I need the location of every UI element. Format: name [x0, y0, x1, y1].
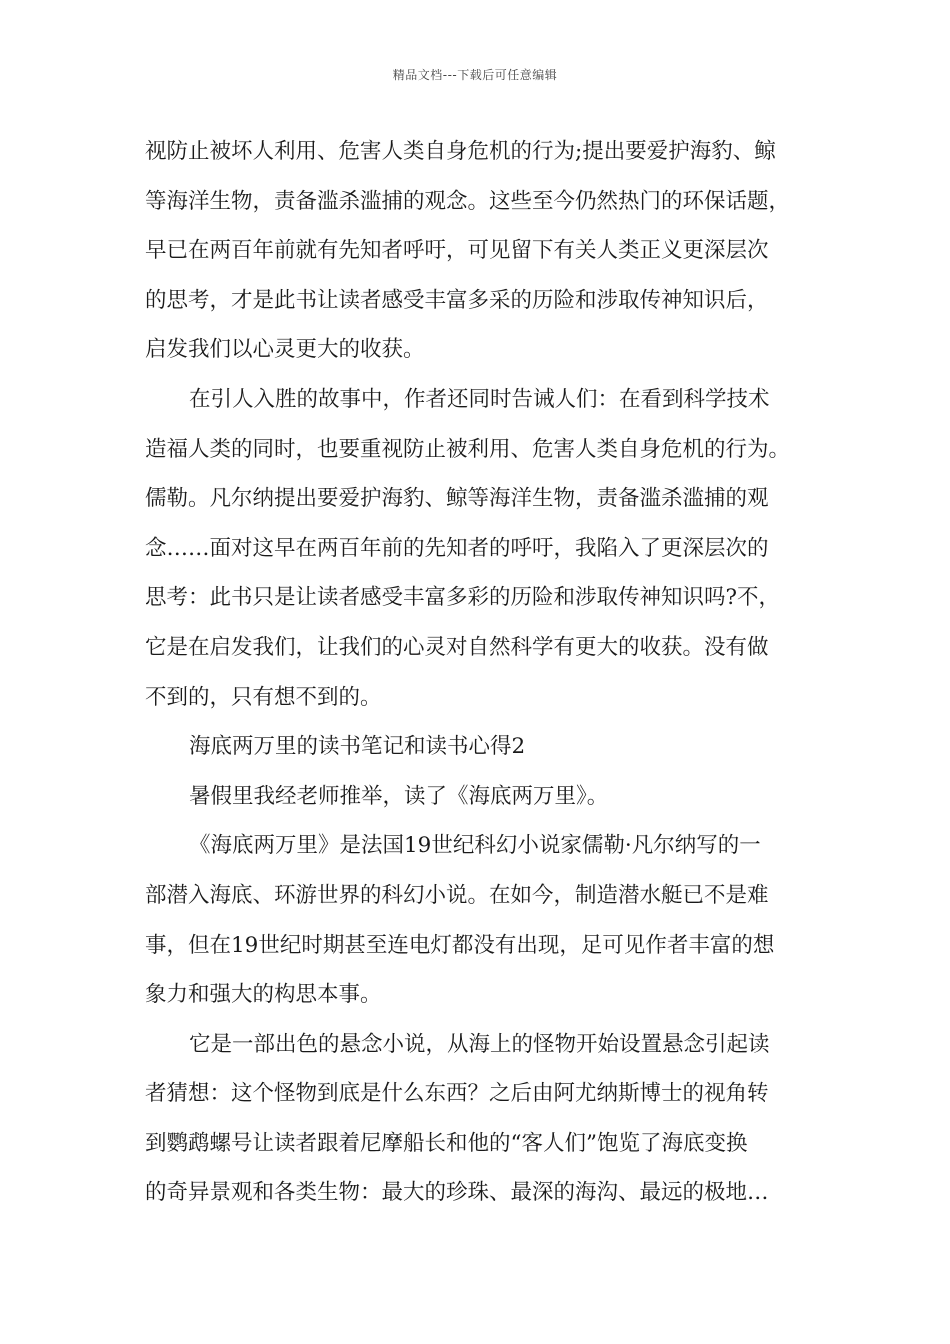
document-body — [145, 127, 825, 1218]
text-line: 暑假里我经老师推举，读了《海底两万里》。 — [189, 783, 609, 809]
text-line: 等海洋生物，责备滥杀滥捕的观念。这些至今仍然热门的环保话题， — [145, 188, 791, 214]
text-line: 在引人入胜的故事中，作者还同时告诫人们：在看到科学技术 — [189, 386, 770, 412]
text-line: 海底两万里的读书笔记和读书心得2 — [189, 734, 526, 760]
page-header: 精品文档---下载后可任意编辑 — [392, 68, 558, 82]
text-line: 事，但在19世纪时期甚至连电灯都没有出现，足可见作者丰富的想 — [145, 932, 775, 958]
text-line: 不到的，只有想不到的。 — [145, 684, 382, 710]
text-line: 者猜想：这个怪物到底是什么东西？之后由阿尤纳斯博士的视角转 — [145, 1081, 769, 1107]
text-line: 早已在两百年前就有先知者呼吁，可见留下有关人类正义更深层次 — [145, 238, 769, 264]
text-line: 的思考，才是此书让读者感受丰富多采的历险和涉取传神知识后， — [145, 287, 769, 313]
text-line: 念……面对这早在两百年前的先知者的呼吁，我陷入了更深层次的 — [145, 535, 769, 561]
text-line: 视防止被坏人利用、危害人类自身危机的行为;提出要爱护海豹、鲸 — [145, 139, 776, 164]
text-line: 思考：此书只是让读者感受丰富多彩的历险和涉取传神知识吗?不， — [145, 585, 781, 611]
text-line: 《海底两万里》是法国19世纪科幻小说家儒勒·凡尔纳写的一 — [189, 833, 761, 859]
text-line: 启发我们以心灵更大的收获。 — [145, 337, 425, 363]
text-line: 的奇异景观和各类生物：最大的珍珠、最深的海沟、最远的极地… — [145, 1180, 769, 1206]
text-line: 部潜入海底、环游世界的科幻小说。在如今，制造潜水艇已不是难 — [145, 882, 769, 908]
text-line: 它是在启发我们，让我们的心灵对自然科学有更大的收获。没有做 — [145, 634, 769, 660]
text-line: 儒勒。凡尔纳提出要爱护海豹、鲸等海洋生物，责备滥杀滥捕的观 — [145, 486, 769, 512]
text-line: 象力和强大的构思本事。 — [145, 982, 382, 1008]
text-line: 它是一部出色的悬念小说，从海上的怪物开始设置悬念引起读 — [189, 1031, 770, 1057]
text-line: 到鹦鹉螺号让读者跟着尼摩船长和他的“客人们”饱览了海底变换 — [145, 1130, 748, 1156]
text-line: 造福人类的同时，也要重视防止被利用、危害人类自身危机的行为。 — [145, 436, 791, 462]
